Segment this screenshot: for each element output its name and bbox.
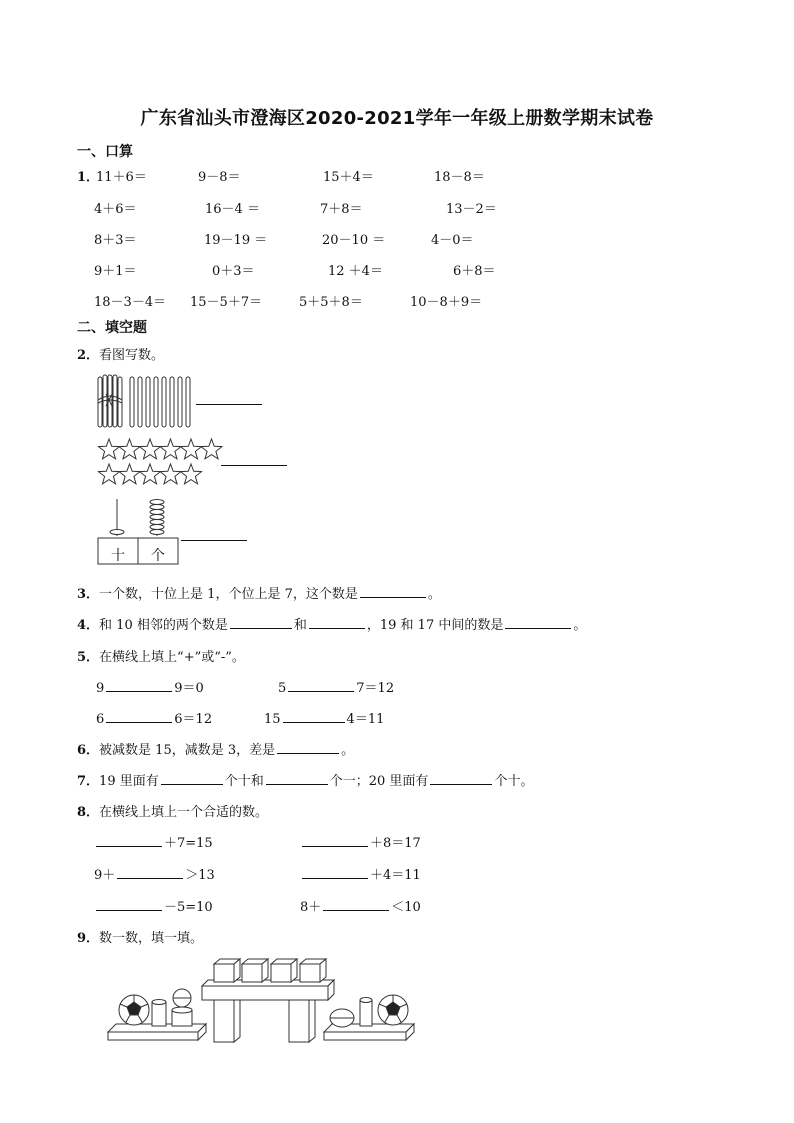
question-number: 3． [77,587,100,602]
question-text: 。 [573,618,587,633]
answer-blank[interactable] [288,690,354,692]
question-text: 在横线上填上一个合适的数。 [99,805,269,820]
fill-item: ＋8＝17 [300,832,421,851]
mental-math-item: 20－10 ＝ [322,233,386,248]
question-text: 一个数，十位上是 1，个位上是 7，这个数是 [99,587,358,602]
solids-figure [106,958,418,1044]
question-text: 和 10 相邻的两个数是 [99,618,228,633]
question-5 [77,646,245,665]
question-number: 7． [77,774,100,789]
answer-blank[interactable] [277,752,339,754]
answer-blank[interactable] [161,783,223,785]
question-text: 。 [341,743,355,758]
mental-math-item: 0＋3＝ [212,264,255,279]
stars-figure [97,437,222,489]
question-number: 8． [77,805,100,820]
mental-math-item: 15＋4＝ [323,170,374,185]
sticks-figure [96,372,196,432]
star-shape [160,439,181,459]
fill-item: ＋7=15 [94,832,213,851]
mental-math-item: 6＋8＝ [453,264,496,279]
question-text: 和 [293,618,307,633]
answer-blank[interactable] [106,721,172,723]
fill-item: 5 7＝12 [278,681,395,696]
abacus-tens-label: 十 [111,548,125,564]
question-2 [77,344,164,363]
question-9 [77,927,203,946]
question-number: 6． [77,743,100,758]
star-shape [160,464,181,484]
mental-math-item: 7＋8＝ [320,202,363,217]
star-shape [99,439,120,459]
answer-blank[interactable] [96,909,162,911]
answer-blank[interactable] [266,783,328,785]
question-number: 2． [77,348,100,363]
page-title: 广东省汕头市澄海区2020-2021学年一年级上册数学期末试卷 [140,108,654,129]
question-text: 个十。 [494,774,534,789]
mental-math-item: 9－8＝ [198,170,241,185]
question-text: 被减数是 15，减数是 3，差是 [99,743,276,758]
fill-item: 9 9＝0 [96,681,204,696]
mental-math-item: 9＋1＝ [94,264,137,279]
question-text: ，19 和 17 中间的数是 [366,618,504,633]
star-shape [201,439,222,459]
answer-blank[interactable] [230,627,292,629]
question-text: 在横线上填上“+”或“-”。 [99,650,245,665]
fill-item: 6 6＝12 [96,712,213,727]
question-number: 4． [77,618,100,633]
question-8 [77,801,268,820]
answer-blank[interactable] [430,783,492,785]
answer-blank[interactable] [283,721,345,723]
answer-blank[interactable] [106,690,172,692]
mental-math-item: 18－8＝ [434,170,485,185]
star-shape [181,439,202,459]
abacus-figure [96,496,181,568]
answer-blank[interactable] [323,909,389,911]
answer-blank[interactable] [181,540,247,541]
mental-math-item: 15－5＋7＝ [190,295,263,310]
answer-blank[interactable] [96,845,162,847]
answer-blank[interactable] [360,596,426,598]
mental-math-item: 12 ＋4＝ [328,264,383,279]
star-shape [99,464,120,484]
question-7 [77,770,533,789]
question-4 [77,614,586,633]
answer-blank[interactable] [117,877,183,879]
star-shape [140,439,161,459]
question-text: 个一；20 里面有 [329,774,429,789]
question-number: 9． [77,931,100,946]
answer-blank[interactable] [221,465,287,466]
question-text: 。 [427,587,441,602]
fill-item: 15 4＝11 [264,712,385,727]
answer-blank[interactable] [302,877,368,879]
fill-item: ＋4＝11 [300,864,421,883]
question-number: 5． [77,650,100,665]
star-shape [140,464,161,484]
question-6 [77,739,354,758]
question-text: 19 里面有 [99,774,159,789]
question-text: 数一数，填一填。 [99,931,204,946]
star-shape [119,439,140,459]
question-text: 看图写数。 [99,348,165,363]
question-3 [77,583,441,602]
mental-math-item: 19－19 ＝ [204,233,268,248]
fill-item: －5=10 [94,896,213,915]
question-number: 1． [77,170,100,185]
answer-blank[interactable] [196,404,262,405]
answer-blank[interactable] [302,845,368,847]
mental-math-item: 11＋6＝ [96,170,147,185]
star-shape [181,464,202,484]
mental-math-item: 10－8＋9＝ [410,295,483,310]
abacus-ones-label: 个 [151,548,165,564]
mental-math-item: 8＋3＝ [94,233,137,248]
fill-item: 9＋ ＞13 [94,868,215,883]
mental-math-item: 4＋6＝ [94,202,137,217]
mental-math-item: 5＋5＋8＝ [299,295,363,310]
section-heading-mental-math: 一、口算 [77,144,133,160]
question-text: 个十和 [224,774,264,789]
mental-math-item: 18－3－4＝ [94,295,167,310]
fill-item: 8＋ ＜10 [300,900,421,915]
mental-math-item: 13－2＝ [446,202,497,217]
mental-math-item: 4－0＝ [431,233,474,248]
section-heading-fill-blank: 二、填空题 [77,320,147,336]
star-shape [119,464,140,484]
answer-blank[interactable] [505,627,571,629]
mental-math-item: 16－4 ＝ [205,202,260,217]
answer-blank[interactable] [309,627,365,629]
